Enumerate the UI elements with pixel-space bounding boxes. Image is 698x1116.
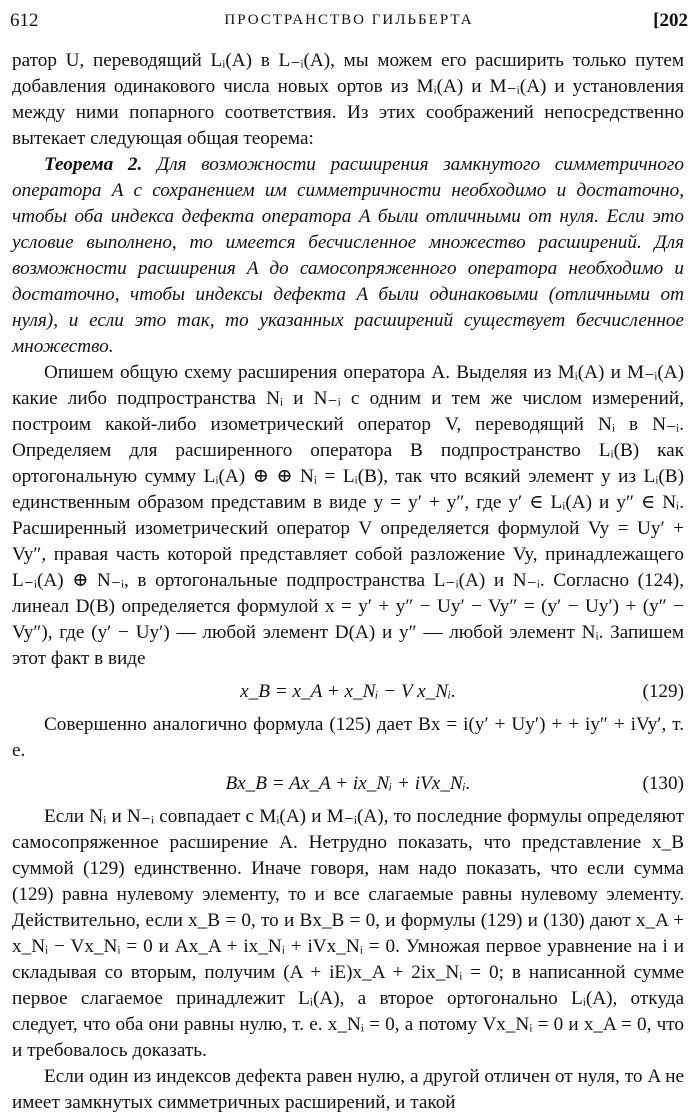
theorem-title: Теорема 2. xyxy=(44,154,143,175)
equation-130-number: (130) xyxy=(642,773,684,794)
equation-130-formula: Bx_B = Ax_A + ix_Nᵢ + iVx_Nᵢ. xyxy=(225,773,471,794)
running-title: ПРОСТРАНСТВО ГИЛЬБЕРТА xyxy=(224,12,474,28)
section-number: [202 xyxy=(653,10,688,31)
paragraph-3: Опишем общую схему расширения оператора A. Выделяя из Mᵢ(A) и M₋ᵢ(A) какие либо подпространства Nᵢ и N₋ᵢ с одним и тем же числом измерений, построим какой-либо изометрический оператор V, переводящий Nᵢ в N₋ᵢ. Определяем для расширенного оператора B подпространство Lᵢ(B) как ортогональную сумму Lᵢ(A) ⊕ ⊕ Nᵢ = Lᵢ(B), так что всякий элемент y из Lᵢ(B) единственным образом представим в виде y = y′ + y″, где y′ ∈ Lᵢ(A) и y″ ∈ Nᵢ. Расширенный изометрический оператор V определяется формулой Vy = Uy′ + Vy″, правая часть которой представляет собой разложение Vy, принадлежащего L₋ᵢ(A) ⊕ N₋ᵢ, в ортогональные подпространства L₋ᵢ(A) и N₋ᵢ. Согласно (124), линеал D(B) определяется формулой x = y′ + y″ − Uy′ − Vy″ = (y′ − Uy′) + (y″ − Vy″), где (y′ − Uy′) — любой элемент D(A) и y″ — любой элемент Nᵢ. Запишем этот факт в виде xyxy=(12,362,684,669)
page-header xyxy=(10,10,688,40)
paragraph-5: Если Nᵢ и N₋ᵢ совпадает с Mᵢ(A) и M₋ᵢ(A), то последние формулы определяют самосопряженное расширение A. Нетрудно показать, что представление x_B суммой (129) единственно. Иначе говоря, нам надо показать, что если сумма (129) равна нулевому элементу, то и все слагаемые равны нулевому элементу. Действительно, если x_B = 0, то и Bx_B = 0, и формулы (129) и (130) дают x_A + x_Nᵢ − Vx_Nᵢ = 0 и Ax_A + ix_Nᵢ + iVx_Nᵢ = 0. Умножая первое уравнение на i и складывая со вторым, получим (A + iE)x_A + 2ix_Nᵢ = 0; в написанной сумме первое слагаемое принадлежит Lᵢ(A), а второе ортогонально Lᵢ(A), откуда следует, что оба они равны нулю, т. е. x_Nᵢ = 0, а потому Vx_Nᵢ = 0 и x_A = 0, что и требовалось доказать. xyxy=(12,806,684,1061)
paragraph-6: Если один из индексов дефекта равен нулю, а другой отличен от нуля, то A не имеет замкнутых симметричных расширений, и такой xyxy=(12,1066,684,1113)
paragraph-4: Совершенно аналогично формула (125) дает Bx = i(y′ + Uy′) + + iy″ + iVy′, т. е. xyxy=(12,714,684,761)
page-body xyxy=(12,48,684,1116)
equation-129 xyxy=(12,678,684,706)
theorem-2 xyxy=(12,152,684,360)
equation-129-number: (129) xyxy=(642,681,684,702)
paragraph-1: ратор U, переводящий Lᵢ(A) в L₋ᵢ(A), мы можем его расширить только путем добавления одинакового числа новых ортов из Mᵢ(A) и M₋ᵢ(A) и установления между ними попарного соответствия. Из этих соображений непосредственно вытекает следующая общая теорема: xyxy=(12,50,684,149)
equation-130 xyxy=(12,770,684,798)
theorem-text: Для возможности расширения замкнутого симметричного оператора A с сохранением им симметричности необходимо и достаточно, чтобы оба индекса дефекта оператора A были отличными от нуля. Если это условие выполнено, то имеется бесчисленное множество расширений. Для возможности расширения A до самосопряженного оператора необходимо и достаточно, чтобы индексы дефекта A были одинаковыми (отличными от нуля), и если это так, то указанных расширений существует бесчисленное множество. xyxy=(12,154,684,357)
equation-129-formula: x_B = x_A + x_Nᵢ − V x_Nᵢ. xyxy=(240,681,456,702)
page-number: 612 xyxy=(10,10,39,31)
